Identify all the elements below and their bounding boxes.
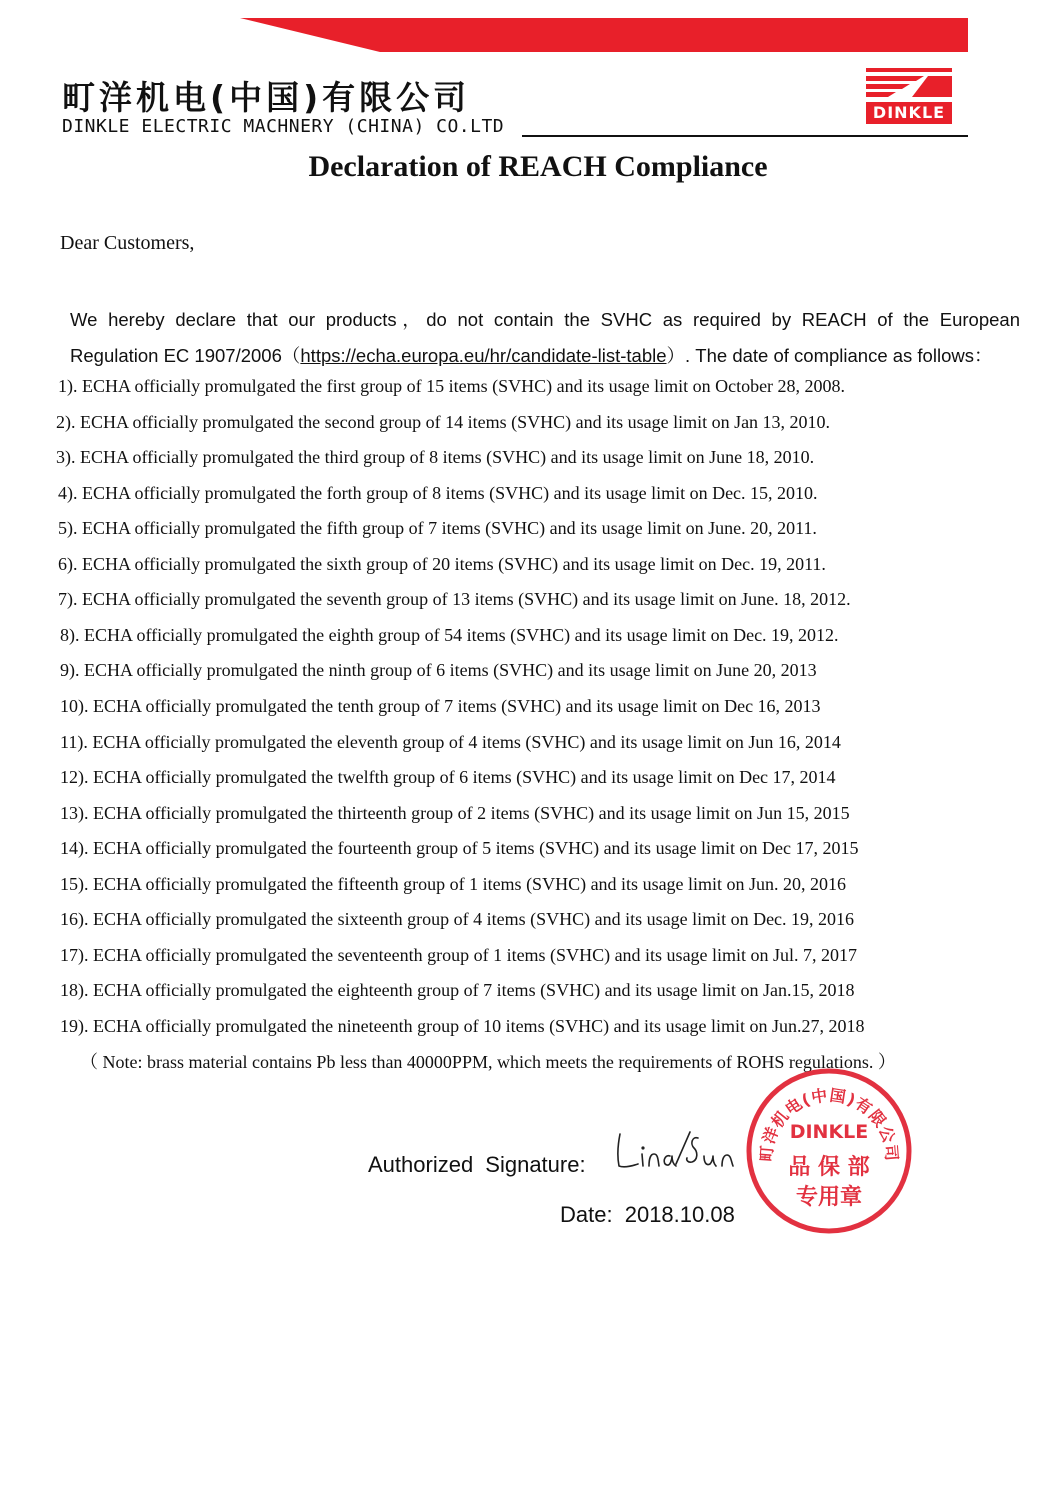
seal-ring-text: 町洋机电(中国)有限公司 [756,1085,902,1163]
note: （ Note: brass material contains Pb less than 40000PPM, which meets the requirements of ROHS regulations. ） [80,1052,896,1072]
list-item: 17). ECHA officially promulgated the seventeenth group of 1 items (SVHC) and its usage limit on Jul. 7, 2017 [60,945,858,965]
list-item: 11). ECHA officially promulgated the eleventh group of 4 items (SVHC) and its usage limit on Jun 16, 2014 [60,732,841,752]
list-item: 3). ECHA officially promulgated the third group of 8 items (SVHC) and its usage limit on June 18, 2010. [56,447,815,467]
list-item: 9). ECHA officially promulgated the ninth group of 6 items (SVHC) and its usage limit on June 20, 2013 [60,660,817,680]
intro-paragraph [70,302,1020,374]
list-item: 12). ECHA officially promulgated the twelfth group of 6 items (SVHC) and its usage limit on Dec 17, 2014 [60,767,836,787]
company-name-english: DINKLE ELECTRIC MACHNERY (CHINA) CO.LTD [62,116,505,137]
logo-text: DINKLE [866,102,952,124]
list-item: 19). ECHA officially promulgated the nineteenth group of 10 items (SVHC) and its usage limit on Jun.27, 2018 [60,1016,865,1036]
handwritten-signature [612,1126,742,1176]
document-title: Declaration of REACH Compliance [308,150,768,183]
list-item: 14). ECHA officially promulgated the fourteenth group of 5 items (SVHC) and its usage limit on Dec 17, 2015 [60,838,859,858]
header-red-banner [240,18,968,52]
list-item: 6). ECHA officially promulgated the sixth group of 20 items (SVHC) and its usage limit on Dec. 19, 2011. [58,554,826,574]
list-item: 2). ECHA officially promulgated the second group of 14 items (SVHC) and its usage limit on Jan 13, 2010. [56,412,831,432]
seal-department-text: 品 保 部 [788,1155,870,1180]
logo-stripes-icon [866,68,952,100]
list-item: 7). ECHA officially promulgated the seventh group of 13 items (SVHC) and its usage limit on June. 18, 2012. [58,589,851,609]
intro-line-2-suffix: ）. The date of compliance as follows： [666,345,993,366]
list-item: 10). ECHA officially promulgated the tenth group of 7 items (SVHC) and its usage limit on Dec 16, 2013 [60,696,821,716]
date-value: 2018.10.08 [624,1202,735,1227]
intro-line-2-prefix: Regulation EC 1907/2006（ [70,345,301,366]
company-seal [744,1066,914,1236]
seal-purpose-text: 专用章 [795,1185,863,1210]
list-item: 4). ECHA officially promulgated the forth group of 8 items (SVHC) and its usage limit on Dec. 15, 2010. [58,483,818,503]
list-item: 16). ECHA officially promulgated the sixteenth group of 4 items (SVHC) and its usage limit on Dec. 19, 2016 [60,909,855,929]
seal-brand-text: DINKLE [789,1121,869,1143]
echa-candidate-list-link[interactable]: https://echa.europa.eu/hr/candidate-list-table [300,345,667,366]
authorized-signature-label: Authorized Signature: [368,1152,586,1177]
list-item: 1). ECHA officially promulgated the first group of 15 items (SVHC) and its usage limit on October 28, 2008. [58,376,846,396]
header-rule [522,135,968,137]
intro-line-1: We hereby declare that our products，do not contain the SVHC as required by REACH of the European [70,309,1020,330]
greeting: Dear Customers, [60,232,195,254]
list-item: 13). ECHA officially promulgated the thirteenth group of 2 items (SVHC) and its usage limit on Jun 15, 2015 [60,803,850,823]
list-item: 15). ECHA officially promulgated the fifteenth group of 1 items (SVHC) and its usage limit on Jun. 20, 2016 [60,874,847,894]
dinkle-logo [866,68,952,130]
date-line [560,1202,735,1228]
list-item: 18). ECHA officially promulgated the eighteenth group of 7 items (SVHC) and its usage limit on Jan.15, 2018 [60,980,855,1000]
company-name-chinese: 町洋机电(中国)有限公司 [62,78,471,117]
list-item: 5). ECHA officially promulgated the fifth group of 7 items (SVHC) and its usage limit on June. 20, 2011. [58,518,817,538]
date-label: Date: [560,1202,613,1227]
list-item: 8). ECHA officially promulgated the eighth group of 54 items (SVHC) and its usage limit on Dec. 19, 2012. [60,625,839,645]
